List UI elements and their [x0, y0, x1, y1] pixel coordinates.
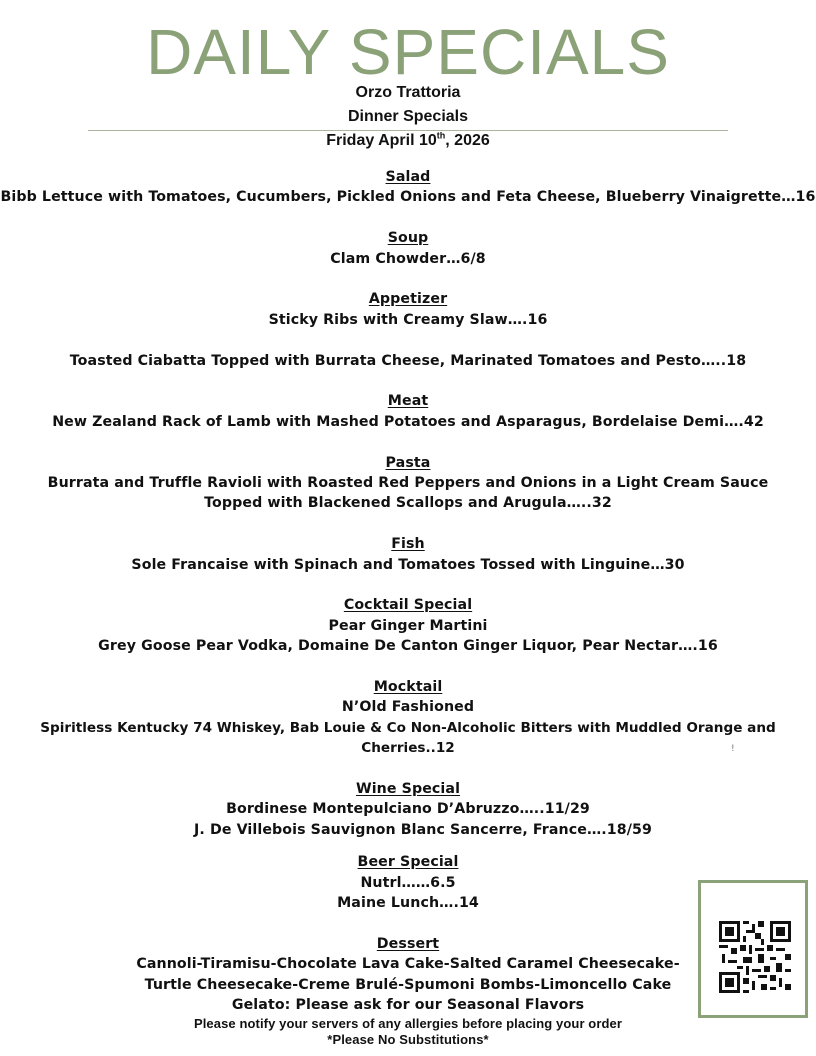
section-title: Beer Special	[357, 854, 459, 871]
section-appetizer	[0, 289, 816, 371]
section-title: Cocktail Special	[343, 597, 473, 614]
substitution-notice: *Please No Substitutions*	[327, 1031, 489, 1047]
section-title: Mocktail	[373, 679, 443, 696]
section-title: Salad	[385, 169, 431, 185]
stray-mark: !	[731, 744, 735, 754]
section-cocktail	[0, 595, 816, 656]
menu-item: Cannoli-Tiramisu-Chocolate Lava Cake-Salted Caramel Cheesecake-	[136, 956, 680, 973]
menu-item: Sole Francaise with Spinach and Tomatoes Tossed with Linguine…30	[131, 556, 685, 573]
restaurant-name: Orzo Trattoria	[355, 84, 461, 101]
section-meat	[0, 391, 816, 432]
menu-subtitle: Dinner Specials	[347, 108, 469, 125]
section-salad	[0, 167, 816, 208]
section-fish	[0, 534, 816, 575]
section-title: Soup	[387, 230, 429, 247]
menu-item: Bibb Lettuce with Tomatoes, Cucumbers, Pickled Onions and Feta Cheese, Blueberry Vinaigrette…16	[0, 189, 816, 206]
header-divider	[88, 130, 728, 131]
menu-item: Clam Chowder…6/8	[330, 250, 486, 267]
page-banner: DAILY SPECIALS	[146, 16, 670, 88]
section-wine	[0, 779, 816, 840]
menu-item: Nutrl……6.5	[360, 874, 456, 891]
allergy-notice: Please notify your servers of any allergies before placing your order	[193, 1015, 623, 1031]
menu-item: Topped with Blackened Scallops and Arugula…..32	[204, 495, 612, 512]
menu-item: N’Old Fashioned	[341, 699, 475, 716]
menu-item: Turtle Cheesecake-Creme Brulé-Spumoni Bombs-Limoncello Cake	[144, 976, 672, 993]
qr-code-icon[interactable]	[719, 921, 791, 993]
section-beer	[0, 852, 816, 913]
menu-item: Maine Lunch….14	[337, 895, 479, 912]
specials-menu	[0, 167, 816, 1048]
section-title: Meat	[387, 393, 429, 410]
menu-item: Toasted Ciabatta Topped with Burrata Cheese, Marinated Tomatoes and Pesto…..18	[69, 352, 747, 369]
section-mocktail	[0, 677, 816, 759]
section-title: Wine Special	[355, 781, 461, 798]
section-title: Appetizer	[368, 291, 448, 308]
menu-date: Friday April 10th, 2026	[326, 130, 490, 149]
menu-item: Bordinese Montepulciano D’Abruzzo…..11/29	[226, 801, 590, 818]
section-soup	[0, 228, 816, 269]
section-title: Dessert	[376, 935, 440, 952]
qr-code-frame[interactable]	[698, 880, 808, 1018]
menu-item: New Zealand Rack of Lamb with Mashed Potatoes and Asparagus, Bordelaise Demi….42	[52, 413, 764, 430]
menu-item: Grey Goose Pear Vodka, Domaine De Canton Ginger Liquor, Pear Nectar….16	[98, 638, 718, 655]
section-dessert	[0, 934, 816, 1016]
menu-item: J. De Villebois Sauvignon Blanc Sancerre, France….18/59	[194, 821, 652, 838]
menu-item: Spiritless Kentucky 74 Whiskey, Bab Louie & Co Non-Alcoholic Bitters with Muddled Orange and Cherries..12	[40, 719, 776, 757]
section-title: Pasta	[385, 454, 431, 471]
section-title: Fish	[391, 536, 425, 553]
menu-item: Pear Ginger Martini	[328, 617, 488, 634]
menu-item: Gelato: Please ask for our Seasonal Flavors	[231, 997, 585, 1014]
menu-item: Burrata and Truffle Ravioli with Roasted Red Peppers and Onions in a Light Cream Sauce	[47, 475, 769, 492]
section-pasta	[0, 453, 816, 514]
menu-item: Sticky Ribs with Creamy Slaw….16	[268, 311, 548, 328]
